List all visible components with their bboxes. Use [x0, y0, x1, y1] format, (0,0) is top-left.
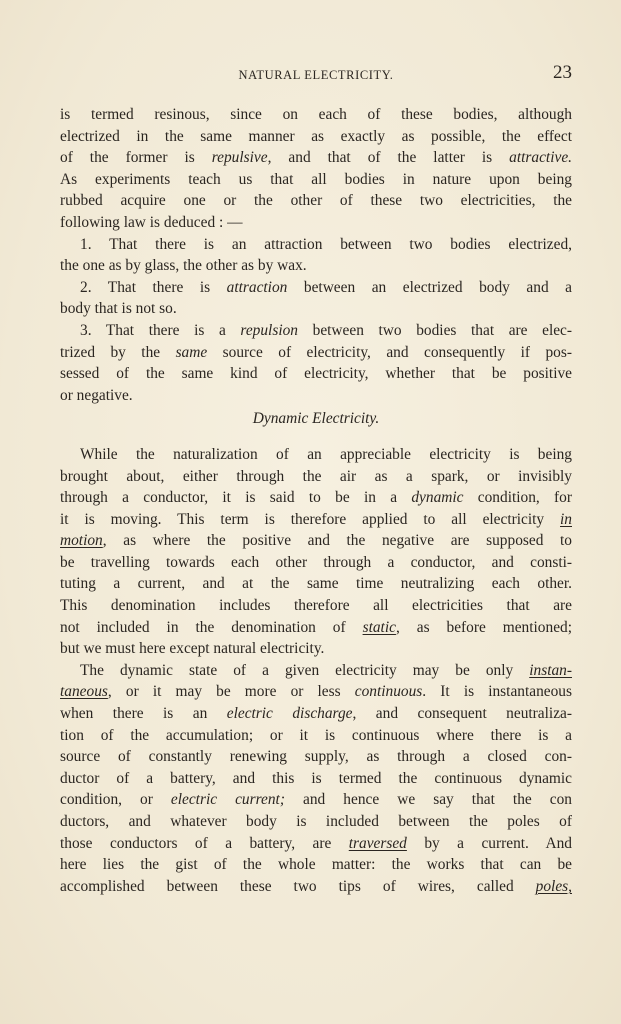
text-segment: The dynamic state of a given electricity may be only	[80, 661, 530, 679]
text-segment: and hence we say that the con	[284, 791, 572, 809]
text-line	[60, 444, 572, 466]
text-segment: through a conductor, it is said to be in a	[60, 489, 412, 507]
text-line	[60, 789, 572, 811]
text-segment: Dynamic Electricity.	[252, 410, 380, 428]
text-segment: trized by the	[60, 343, 176, 361]
text-segment: source of constantly renewing supply, as through a closed con-	[60, 748, 572, 766]
text-line	[60, 573, 572, 595]
text-segment: not included in the denomination of	[60, 618, 363, 636]
text-segment: body that is not so.	[60, 300, 177, 318]
text-segment: by a current. And	[406, 834, 572, 852]
text-line	[60, 466, 572, 488]
text-segment: here lies the gist of the whole matter: the works that can be	[60, 856, 572, 874]
text-segment: 1. That there is an attraction between two bodies electrized,	[80, 235, 572, 253]
text-line	[60, 530, 572, 552]
text-segment: between two bodies that are elec-	[298, 321, 573, 339]
text-segment: As experiments teach us that all bodies in nature upon being	[60, 170, 572, 188]
text-line	[60, 552, 572, 574]
text-line	[60, 126, 572, 148]
text-segment: 3. That there is a	[80, 321, 241, 339]
text-line	[60, 277, 572, 299]
text-segment: While the naturalization of an appreciable electricity is being	[80, 445, 572, 463]
text-line	[60, 681, 572, 703]
emphasized-text: electric current;	[170, 791, 285, 809]
emphasized-text: repulsion	[240, 321, 298, 339]
text-line	[60, 595, 572, 617]
running-title: NATURAL ELECTRICITY.	[238, 68, 394, 82]
emphasized-underlined-text: static	[362, 618, 396, 636]
text-line	[60, 104, 572, 126]
text-line	[60, 298, 572, 320]
emphasized-underlined-text: in	[560, 510, 572, 528]
text-segment: ductors, and whatever body is included between the poles of	[60, 813, 572, 830]
text-segment: the one as by glass, the other as by wax.	[60, 257, 307, 275]
text-segment: it is moving. This term is therefore applied to all electricity	[60, 510, 561, 528]
text-segment: , as before mentioned;	[395, 618, 572, 636]
text-line	[60, 768, 572, 790]
text-segment: , and consequent neutraliza-	[352, 705, 572, 723]
emphasized-underlined-text: motion	[60, 532, 103, 550]
text-segment: of the former is	[60, 149, 212, 167]
emphasized-text: electric discharge	[226, 705, 353, 723]
text-segment: , or it may be more or less	[107, 683, 355, 701]
text-segment: is termed resinous, since on each of these bodies, although	[60, 106, 572, 123]
text-segment: 2. That there is	[80, 278, 227, 296]
text-line	[60, 363, 572, 385]
text-segment: This denomination includes therefore all electricities that are	[60, 597, 572, 615]
emphasized-underlined-text: instan-	[529, 661, 572, 679]
text-line	[60, 660, 572, 682]
body-text	[60, 104, 572, 897]
text-segment: , as where the positive and the negative are supposed to	[102, 532, 572, 550]
page-header	[60, 62, 572, 86]
text-segment: brought about, either through the air as a spark, or invisibly	[60, 467, 572, 485]
emphasized-text: repulsive	[211, 149, 268, 167]
text-line	[60, 833, 572, 855]
text-segment: sessed of the same kind of electricity, whether that be positive	[60, 365, 572, 383]
text-segment: tion of the accumulation; or it is continuous where there is a	[60, 726, 572, 744]
text-line	[60, 147, 572, 169]
text-line	[60, 169, 572, 191]
text-segment: following law is deduced : —	[60, 213, 243, 231]
text-segment: those conductors of a battery, are	[60, 834, 349, 852]
emphasized-underlined-text: traversed	[348, 834, 407, 852]
text-segment: , and that of the latter is	[267, 149, 510, 167]
text-line	[60, 190, 572, 212]
text-segment: tuting a current, and at the same time neutralizing each other.	[60, 575, 572, 593]
text-line	[60, 342, 572, 364]
text-segment: source of electricity, and consequently if pos-	[207, 343, 572, 361]
text-line	[60, 212, 572, 234]
text-line	[60, 876, 572, 898]
emphasized-text: same	[175, 343, 208, 361]
emphasized-text: dynamic	[411, 489, 464, 507]
section-heading	[60, 408, 572, 430]
text-line	[60, 234, 572, 256]
text-segment: condition, for	[463, 489, 573, 507]
text-line	[60, 320, 572, 342]
text-line	[60, 746, 572, 768]
text-line	[60, 385, 572, 407]
text-line	[60, 255, 572, 277]
emphasized-text: attraction	[226, 278, 288, 296]
emphasized-underlined-text: taneous	[60, 683, 108, 701]
text-segment: electrized in the same manner as exactly as possible, the effect	[60, 127, 572, 145]
text-segment: be travelling towards each other through a conductor, and consti-	[60, 553, 572, 571]
text-segment: or negative.	[60, 386, 133, 404]
text-line	[60, 811, 572, 833]
text-segment: when there is an	[60, 705, 227, 723]
text-line	[60, 509, 572, 531]
text-line	[60, 487, 572, 509]
text-segment: but we must here except natural electricity.	[60, 640, 325, 658]
text-segment: ductor of a battery, and this is termed the continuous dynamic	[60, 769, 572, 787]
text-segment: rubbed acquire one or the other of these two electricities, the	[60, 192, 572, 210]
text-segment: between an electrized body and a	[287, 278, 573, 296]
text-segment: accomplished between these two tips of wires, called	[60, 877, 536, 895]
text-segment: condition, or	[60, 791, 171, 809]
text-line	[60, 725, 572, 747]
emphasized-text: continuous	[354, 683, 423, 701]
text-line	[60, 638, 572, 660]
text-line	[60, 703, 572, 725]
page-number: 23	[553, 62, 572, 83]
emphasized-text: attractive.	[509, 149, 572, 167]
text-line	[60, 854, 572, 876]
emphasized-underlined-text: poles,	[535, 877, 572, 895]
text-segment: . It is instantaneous	[422, 683, 572, 701]
text-line	[60, 617, 572, 639]
